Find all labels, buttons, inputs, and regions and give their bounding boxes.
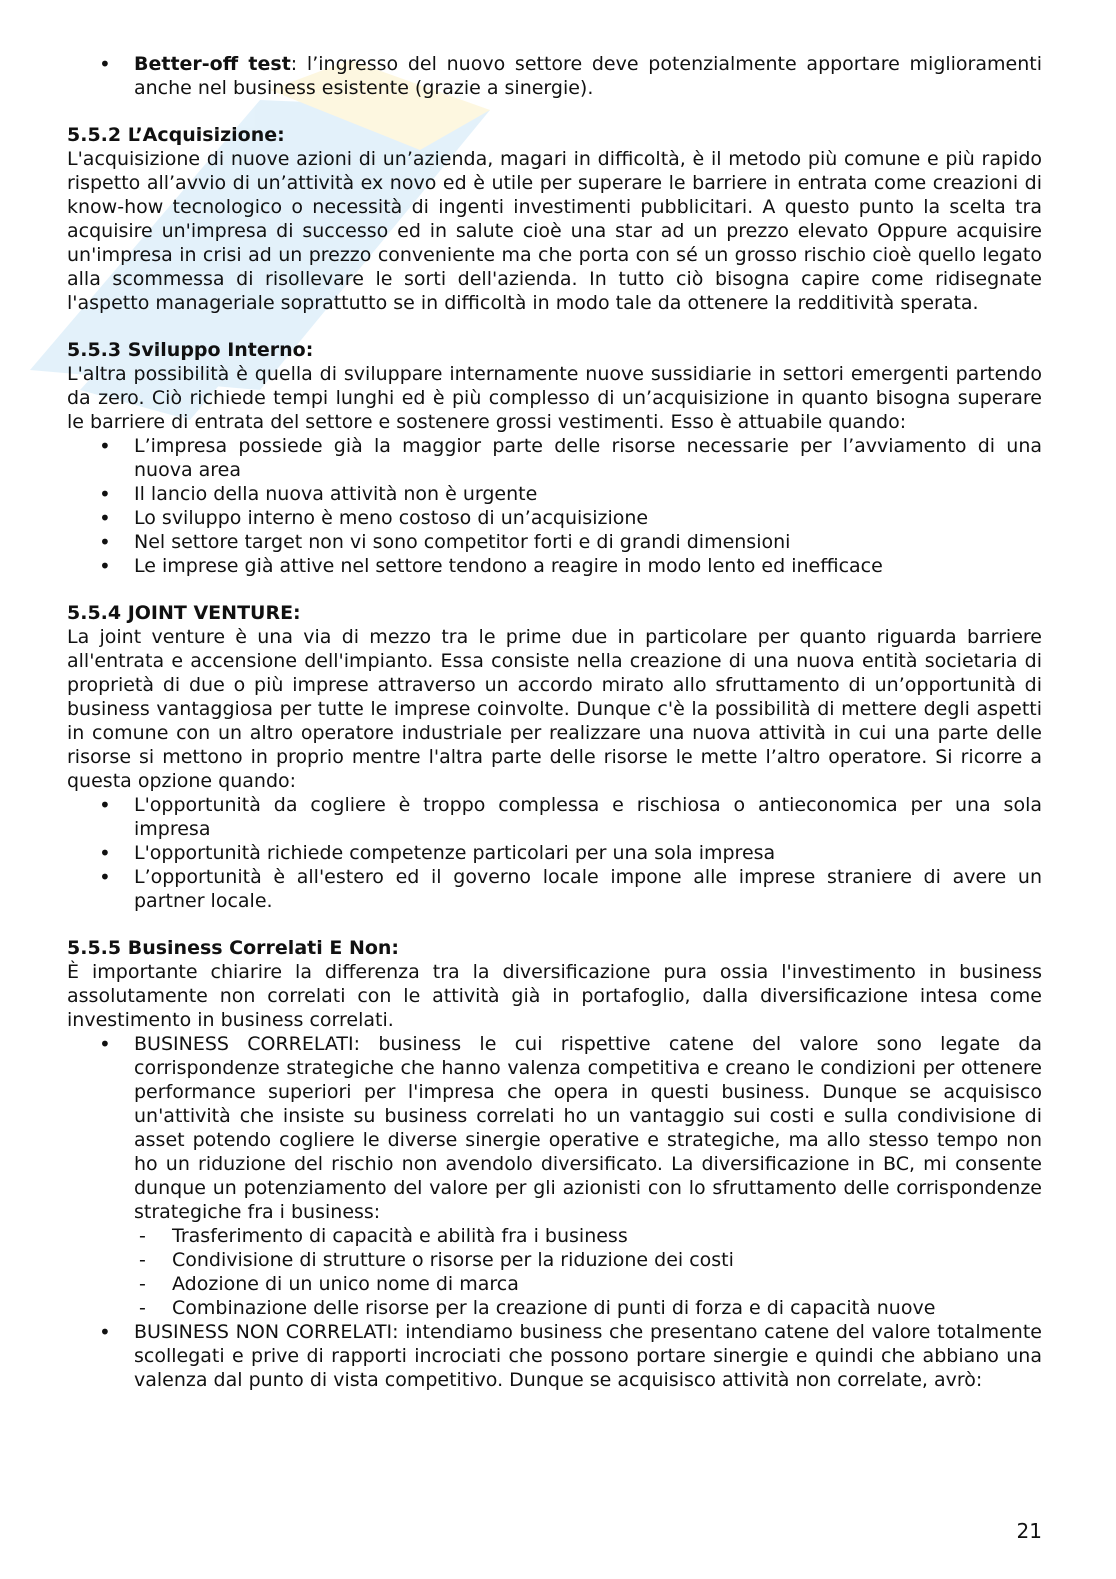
sub-list-item: - Trasferimento di capacità e abilità fra i business — [134, 1224, 1042, 1248]
list-item: • Le imprese già attive nel settore tendono a reagire in modo lento ed inefficace — [67, 554, 1042, 578]
better-off-text: : l’ingresso del nuovo settore deve potenzialmente apportare miglioramenti anche nel business esistente (grazie a sinergie). — [134, 53, 1042, 99]
list-item: • L'opportunità richiede competenze particolari per una sola impresa — [67, 841, 1042, 865]
paragraph-joint-venture: La joint venture è una via di mezzo tra le prime due in particolare per quanto riguarda barriere all'entrata e accensione dell'impianto. Essa consiste nella creazione di una nuova entità societaria di proprietà di due o più imprese attraverso un accordo mirato allo sfruttamento di un’opportunità di business vantaggiosa per tutte le imprese coinvolte. Dunque c'è la possibilità di mettere degli aspetti in comune con un altro operatore industriale per realizzare una nuova attività in cui una parte delle risorse si mettono in proprio mentre l'altra parte delle risorse le mette l’altro operatore. Si ricorre a questa opzione quando: — [67, 626, 1042, 792]
paragraph-business-correlati: È importante chiarire la differenza tra la diversificazione pura ossia l'investimento in business assolutamente non correlati con le attività già in portafoglio, dalla diversificazione intesa come investimento in business correlati. — [67, 961, 1042, 1031]
business-correlati-list — [67, 1032, 1042, 1392]
list-item: • L’impresa possiede già la maggior parte delle risorse necessarie per l’avviamento di una nuova area — [67, 434, 1042, 482]
heading-acquisizione: 5.5.2 L’Acquisizione: — [67, 124, 285, 146]
sub-list-item: - Combinazione delle risorse per la creazione di punti di forza e di capacità nuove — [134, 1296, 1042, 1320]
paragraph-sviluppo-interno: L'altra possibilità è quella di sviluppare internamente nuove sussidiarie in settori emergenti partendo da zero. Ciò richiede tempi lunghi ed è più complesso di un’acquisizione in quanto bisogna superare le barriere di entrata del settore e sostenere grossi vestimenti. Esso è attuabile quando: — [67, 363, 1042, 433]
sviluppo-interno-list — [67, 434, 1042, 578]
heading-sviluppo-interno: 5.5.3 Sviluppo Interno: — [67, 339, 314, 361]
heading-business-correlati: 5.5.5 Business Correlati E Non: — [67, 937, 400, 959]
better-off-term: Better-off test — [134, 53, 291, 75]
sub-list-item: - Condivisione di strutture o risorse per la riduzione dei costi — [134, 1248, 1042, 1272]
list-item: • Il lancio della nuova attività non è urgente — [67, 482, 1042, 506]
intro-list — [67, 52, 1042, 100]
joint-venture-list — [67, 793, 1042, 913]
sub-list-item: - Adozione di un unico nome di marca — [134, 1272, 1042, 1296]
page-number: 21 — [1016, 1519, 1042, 1543]
list-item: • Nel settore target non vi sono competitor forti e di grandi dimensioni — [67, 530, 1042, 554]
list-item-correlati — [67, 1032, 1042, 1320]
list-item: • L'opportunità da cogliere è troppo complessa e rischiosa o antieconomica per una sola impresa — [67, 793, 1042, 841]
list-item-non-correlati: • BUSINESS NON CORRELATI: intendiamo business che presentano catene del valore totalmente scollegati e prive di rapporti incrociati che possono portare sinergie e quindi che abbiano una valenza dal punto di vista competitivo. Dunque se acquisisco attività non correlate, avrò: — [67, 1320, 1042, 1392]
document-page — [67, 52, 1042, 1392]
list-item: • L’opportunità è all'estero ed il governo locale impone alle imprese straniere di avere un partner locale. — [67, 865, 1042, 913]
list-item: • Lo sviluppo interno è meno costoso di un’acquisizione — [67, 506, 1042, 530]
paragraph-acquisizione: L'acquisizione di nuove azioni di un’azienda, magari in difficoltà, è il metodo più comune e più rapido rispetto all’avvio di un’attività ex novo ed è utile per superare le barriere in entrata come creazioni di know-how tecnologico o necessità di ingenti investimenti pubblicitari. A questo punto la scelta tra acquisire un'impresa di successo ed in salute cioè una star ad un prezzo elevato Oppure acquisire un'impresa in crisi ad un prezzo conveniente ma che porta con sé un grosso rischio cioè quello legato alla scommessa di risollevare le sorti dell'azienda. In tutto ciò bisogna capire come ridisegnate l'aspetto manageriale soprattutto se in difficoltà in modo tale da ottenere la redditività sperata. — [67, 148, 1042, 314]
correlati-sub-list — [134, 1224, 1042, 1320]
heading-joint-venture: 5.5.4 JOINT VENTURE: — [67, 602, 301, 624]
list-item-better-off — [67, 52, 1042, 100]
correlati-text: BUSINESS CORRELATI: business le cui rispettive catene del valore sono legate da corrispondenze strategiche che hanno valenza competitiva e creano le condizioni per ottenere performance superiori per l'impresa che opera in questi business. Dunque se acquisisco un'attività che insiste su business correlati ho un vantaggio sui costi e sulla condivisione di asset potendo cogliere le diverse sinergie operative e strategiche, ma allo stesso tempo non ho un riduzione del rischio non avendolo diversificato. La diversificazione in BC, mi consente dunque un potenziamento del valore per gli azionisti con lo sfruttamento delle corrispondenze strategiche fra i business: — [134, 1033, 1042, 1223]
